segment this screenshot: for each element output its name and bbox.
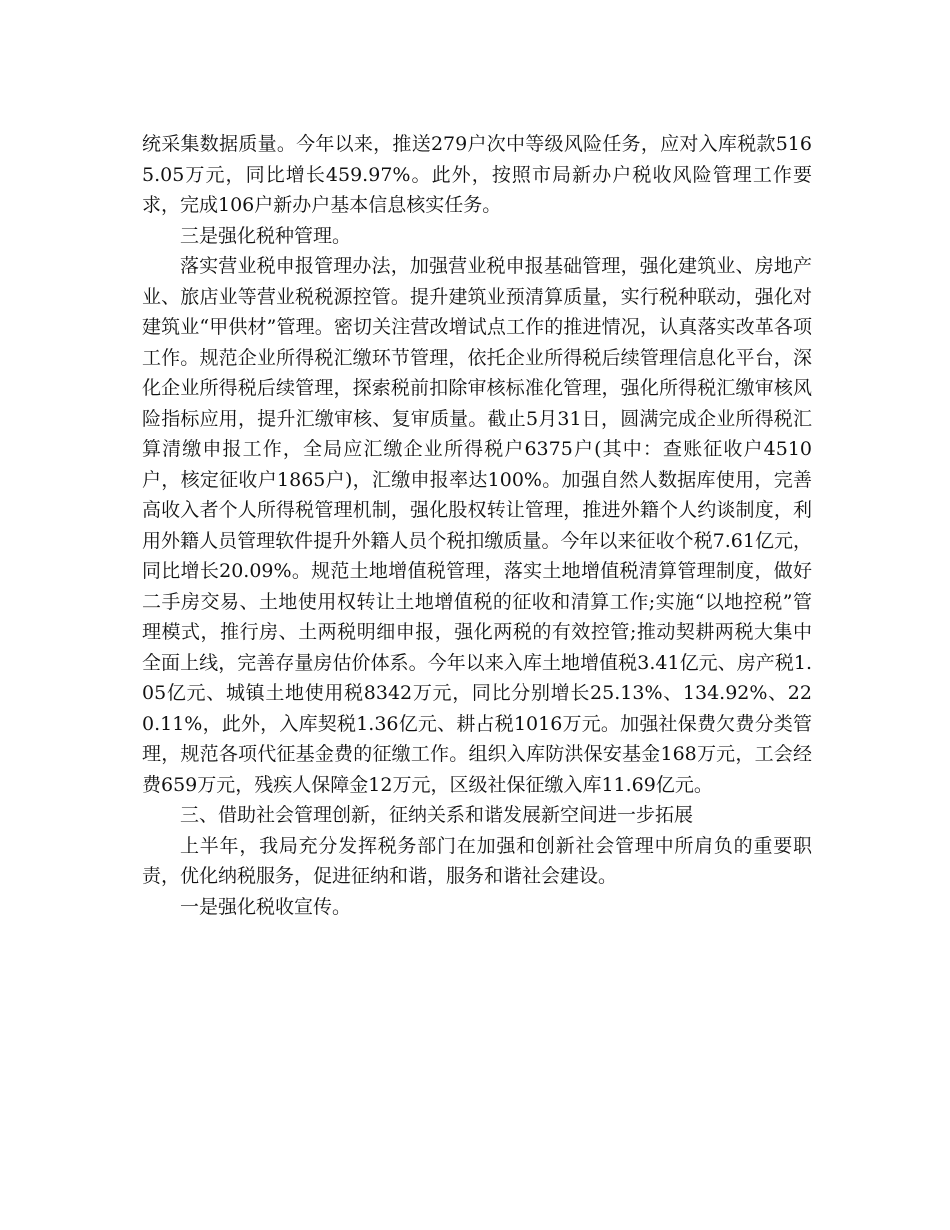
- document-body: [142, 129, 812, 922]
- paragraph-risk-tasks: 统采集数据质量。今年以来，推送279户次中等级风险任务，应对入库税款5165.05万元，同比增长459.97%。此外，按照市局新办户税收风险管理工作要求，完成106户新办户基本信息核实任务。: [142, 133, 812, 216]
- heading-tax-publicity: 一是强化税收宣传。: [180, 895, 352, 918]
- section-heading-social-management: 三、借助社会管理创新，征纳关系和谐发展新空间进一步拓展: [180, 804, 694, 826]
- paragraph-tax-type-details: 落实营业税申报管理办法，加强营业税申报基础管理，强化建筑业、房地产业、旅店业等营业税税源控管。提升建筑业预清算质量，实行税种联动，强化对建筑业“甲供材”管理。密切关注营改增试点工作的推进情况，认真落实改革各项工作。规范企业所得税汇缴环节管理，依托企业所得税后续管理信息化平台，深化企业所得税后续管理，探索税前扣除审核标准化管理，强化所得税汇缴审核风险指标应用，提升汇缴审核、复审质量。截止5月31日，圆满完成企业所得税汇算清缴申报工作，全局应汇缴企业所得税户6375户(其中：查账征收户4510户，核定征收户1865户)，汇缴申报率达100%。加强自然人数据库使用，完善高收入者个人所得税管理机制，强化股权转让管理，推进外籍个人约谈制度，利用外籍人员管理软件提升外籍人员个税扣缴质量。今年以来征收个税7.61亿元，同比增长20.09%。规范土地增值税管理，落实土地增值税清算管理制度，做好二手房交易、土地使用权转让土地增值税的征收和清算工作;实施“以地控税”管理模式，推行房、土两税明细申报，强化两税的有效控管;推动契耕两税大集中全面上线，完善存量房估价体系。今年以来入库土地增值税3.41亿元、房产税1.05亿元、城镇土地使用税8342万元，同比分别增长25.13%、134.92%、220.11%，此外，入库契税1.36亿元、耕占税1016万元。加强社保费欠费分类管理，规范各项代征基金费的征缴工作。组织入库防洪保安基金168万元，工会经费659万元，残疾人保障金12万元，区级社保征缴入库11.69亿元。: [142, 255, 812, 796]
- paragraph-first-half-summary: 上半年，我局充分发挥税务部门在加强和创新社会管理中所肩负的重要职责，优化纳税服务，促进征纳和谐，服务和谐社会建设。: [142, 834, 812, 887]
- heading-tax-type-management: 三是强化税种管理。: [180, 224, 352, 247]
